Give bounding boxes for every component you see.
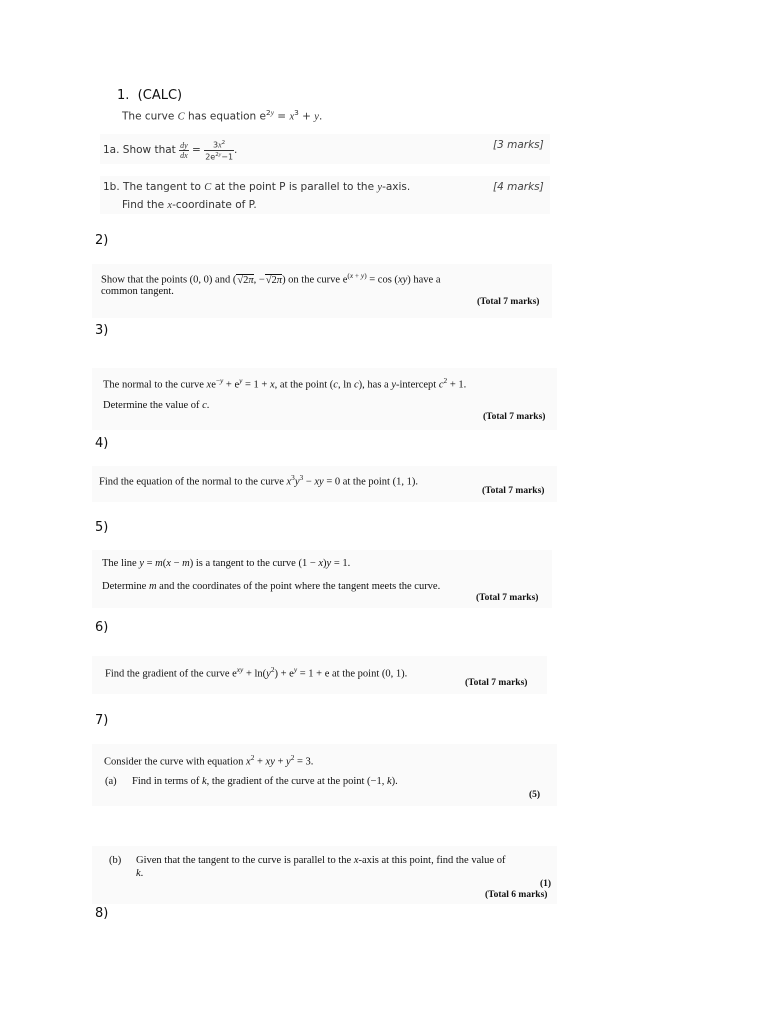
q7b-label: (b) (109, 855, 122, 866)
q5-text-line1: The line y = m(x − m) is a tangent to the curve (1 − x)y = 1. (102, 558, 351, 569)
q3-text-line1: The normal to the curve $xe^{-y} + e^y = 1 + x$, at the point (c, ln c), has a y-intercept $c^2 + 1$. (103, 376, 467, 391)
q1a-label: 1a. (103, 144, 120, 157)
q3-text-line2: Determine the value of c. (103, 400, 210, 411)
q7-intro: Consider the curve with equation $x^2$ + xy + $y^2 = 3$. (104, 753, 314, 768)
q2-number: 2) (95, 233, 109, 248)
q1a-text: Show that (122, 144, 176, 157)
q5-number: 5) (95, 520, 109, 535)
q7b-text-line2: k. (136, 868, 144, 879)
q1a-rhs: $\frac{3x^2}{2e^{2y}-1}$ (205, 140, 234, 162)
q2-marks: (Total 7 marks) (477, 297, 540, 307)
q4-text: Find the equation of the normal to the curve $x^3y^3$ − xy = 0 at the point (1, 1). (99, 473, 418, 488)
q1b-line2: Find the x-coordinate of P. (122, 199, 257, 211)
q1-tag: (CALC) (137, 88, 183, 103)
q1-number: 1. (117, 88, 130, 103)
q6-number: 6) (95, 620, 109, 635)
q6-text: Find the gradient of the curve $e^{xy} + \ln(y^2) + e^y = 1 + e$ at the point (0, 1). (105, 665, 408, 680)
q4-number: 4) (95, 436, 109, 451)
q4-marks: (Total 7 marks) (482, 486, 545, 496)
q6-marks: (Total 7 marks) (465, 678, 528, 688)
q7-total-marks: (Total 6 marks) (485, 890, 548, 900)
q5-marks: (Total 7 marks) (476, 593, 539, 603)
q1-intro: The curve C has equation $e^{2y} = x^3 + y$. (122, 108, 323, 123)
q1-heading (117, 88, 182, 103)
q1b-label: 1b. (103, 181, 120, 193)
q7a-marks: (5) (529, 790, 541, 800)
q3-number: 3) (95, 323, 109, 338)
q1a-line: 1a. Show that $\frac{dy}{dx}$ = $\frac{3x^2}{2e^{2y}-1}$ . (103, 140, 238, 162)
q1a-dydx: $\frac{dy}{dx}$ (180, 140, 188, 160)
q8-number: 8) (95, 906, 109, 921)
q5-text-line2: Determine m and the coordinates of the point where the tangent meets the curve. (102, 581, 441, 592)
q7b-text-line1: Given that the tangent to the curve is parallel to the x-axis at this point, find the value of (136, 855, 506, 866)
q7a-label: (a) (105, 776, 117, 787)
q3-marks: (Total 7 marks) (483, 412, 546, 422)
q7a-text: Find in terms of k, the gradient of the curve at the point (−1, k). (132, 776, 398, 787)
q1b-marks: [4 marks] (493, 181, 544, 193)
q7-number: 7) (95, 713, 109, 728)
q2-text-line1: Show that the points (0, 0) and (√2π, −√2π) on the curve $e^{(x + y)} = \cos (xy)$ have a (101, 271, 441, 286)
q7b-marks: (1) (540, 879, 552, 889)
q1b-line: 1b. The tangent to C at the point P is parallel to the y-axis. (103, 181, 411, 193)
q2-text-line2: common tangent. (101, 286, 174, 297)
q1a-marks: [3 marks] (493, 139, 544, 151)
